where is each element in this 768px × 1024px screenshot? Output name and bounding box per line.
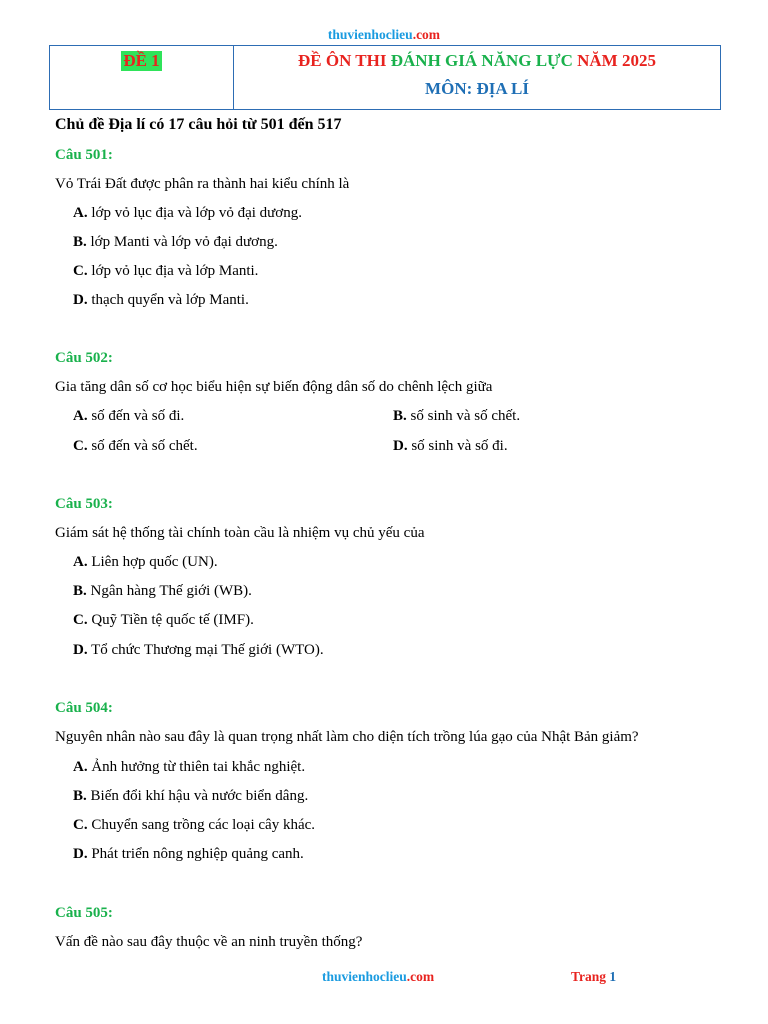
answer-option: C. Chuyển sang trồng các loại cây khác. [73, 817, 316, 833]
question-label: Câu 505: [55, 905, 113, 921]
answer-option: C. Quỹ Tiền tệ quốc tế (IMF). [73, 612, 254, 628]
answer-option: D. Tổ chức Thương mại Thế giới (WTO). [73, 642, 324, 658]
answer-option: A. lớp vỏ lục địa và lớp vỏ đại dương. [73, 205, 302, 221]
site-domain: .com [412, 27, 441, 42]
footer-site-name: thuvienhoclieu [322, 969, 407, 984]
answer-option: A. Ảnh hưởng từ thiên tai khắc nghiệt. [73, 759, 306, 775]
exam-subject: MÔN: ĐỊA LÍ [425, 79, 529, 98]
question-label: Câu 502: [55, 350, 113, 366]
question-stem: Giám sát hệ thống tài chính toàn cầu là nhiệm vụ chủ yếu của [55, 525, 425, 541]
question-stem: Vỏ Trái Đất được phân ra thành hai kiểu chính là [55, 176, 350, 192]
exam-title-cell [234, 46, 721, 110]
exam-title: ĐỀ ÔN THI ĐÁNH GIÁ NĂNG LỰC NĂM 2025 [298, 51, 656, 70]
answer-option: B. Ngân hàng Thế giới (WB). [73, 583, 252, 599]
topic-heading: Chủ đề Địa lí có 17 câu hỏi từ 501 đến 517 [55, 116, 342, 133]
exam-code: ĐỀ 1 [123, 51, 160, 70]
question-label: Câu 501: [55, 147, 113, 163]
exam-header-table [49, 45, 721, 110]
question-stem: Gia tăng dân số cơ học biểu hiện sự biến động dân số do chênh lệch giữa [55, 379, 493, 395]
answer-option: D. số sinh và số đi. [393, 438, 508, 454]
question-label: Câu 504: [55, 700, 113, 716]
footer-site-domain: .com [406, 969, 435, 984]
answer-option: B. số sinh và số chết. [393, 408, 521, 424]
answer-option: A. số đến và số đi. [73, 408, 185, 424]
answer-option: A. Liên hợp quốc (UN). [73, 554, 218, 570]
site-header [0, 27, 768, 43]
answer-option: B. Biến đổi khí hậu và nước biển dâng. [73, 788, 309, 804]
answer-option: D. thạch quyển và lớp Manti. [73, 292, 249, 308]
site-footer [322, 969, 434, 985]
site-name: thuvienhoclieu [327, 27, 413, 42]
answer-option: C. số đến và số chết. [73, 438, 198, 454]
question-label: Câu 503: [55, 496, 113, 512]
page-number: Trang 1 [571, 969, 617, 984]
answer-option: B. lớp Manti và lớp vỏ đại dương. [73, 234, 278, 250]
question-stem: Vấn đề nào sau đây thuộc về an ninh truyền thống? [55, 934, 363, 950]
answer-option: C. lớp vỏ lục địa và lớp Manti. [73, 263, 259, 279]
exam-code-cell [50, 46, 234, 110]
question-stem: Nguyên nhân nào sau đây là quan trọng nhất làm cho diện tích trồng lúa gạo của Nhật Bản giảm? [55, 729, 639, 745]
answer-option: D. Phát triển nông nghiệp quảng canh. [73, 846, 304, 862]
